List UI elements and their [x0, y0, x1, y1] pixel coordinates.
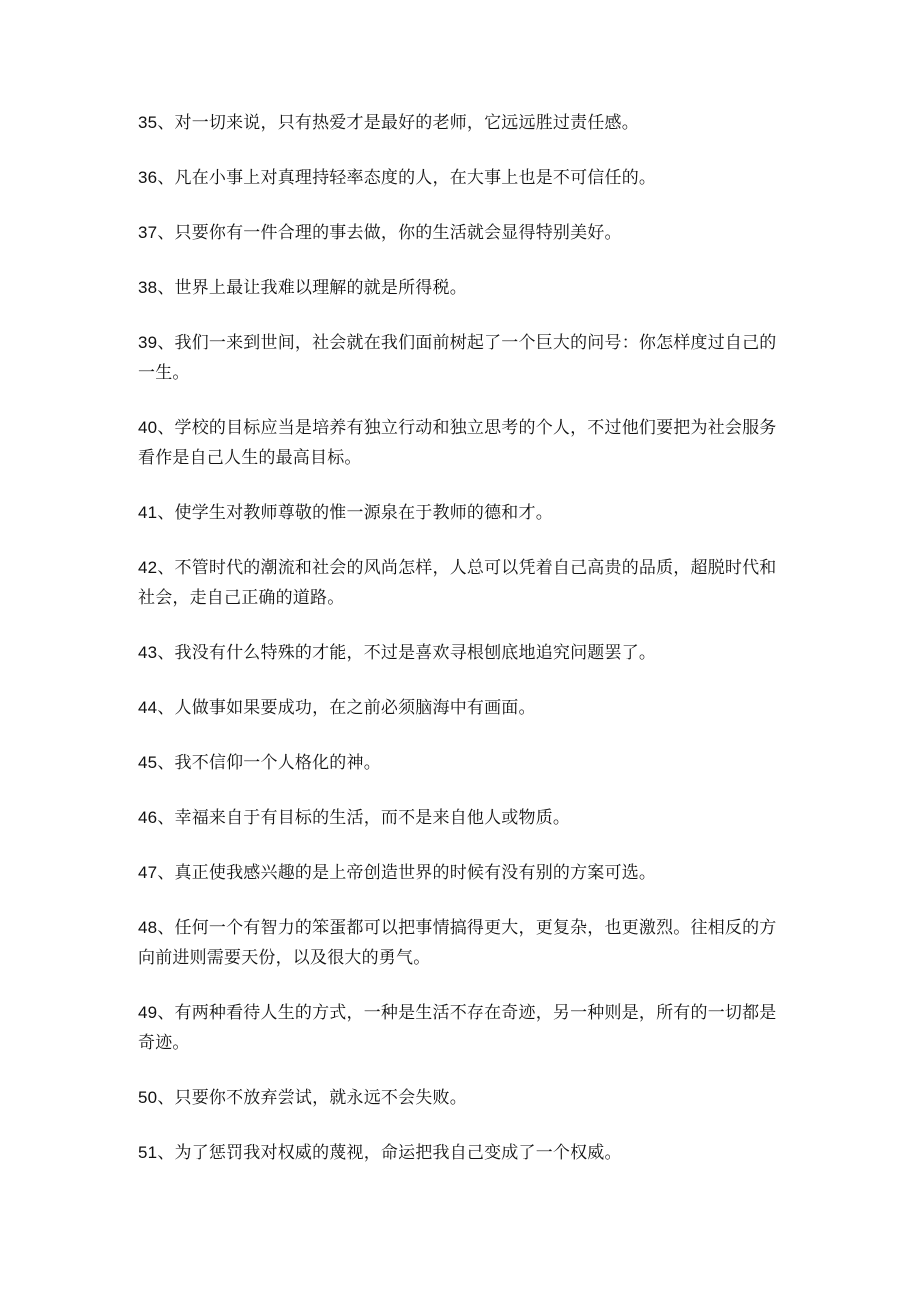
quote-text: 、我们一来到世间，社会就在我们面前树起了一个巨大的问号：你怎样度过自己的一生。 [138, 333, 777, 383]
quote-number: 48 [138, 918, 158, 937]
quote-42 [138, 553, 786, 613]
quote-35 [138, 108, 786, 138]
quote-text: 、只要你有一件合理的事去做，你的生活就会显得特别美好。 [157, 223, 622, 243]
quote-36 [138, 163, 786, 193]
quote-38 [138, 273, 786, 303]
quote-number: 42 [138, 558, 158, 577]
quote-text: 、对一切来说，只有热爱才是最好的老师，它远远胜过责任感。 [157, 113, 639, 133]
quote-51 [138, 1138, 786, 1168]
quote-text: 、我没有什么特殊的才能，不过是喜欢寻根刨底地追究问题罢了。 [157, 643, 657, 663]
quote-44 [138, 693, 786, 723]
quote-number: 36 [138, 168, 158, 187]
quote-text: 、真正使我感兴趣的是上帝创造世界的时候有没有别的方案可选。 [157, 863, 657, 883]
quote-text: 、人做事如果要成功，在之前必须脑海中有画面。 [157, 698, 536, 718]
quote-48 [138, 913, 786, 973]
quote-45 [138, 748, 786, 778]
quote-43 [138, 638, 786, 668]
quote-39 [138, 328, 786, 388]
quote-47 [138, 858, 786, 888]
quote-text: 、不管时代的潮流和社会的风尚怎样，人总可以凭着自己高贵的品质，超脱时代和社会，走自己正确的道路。 [138, 558, 777, 608]
document-page [138, 108, 786, 1193]
quote-number: 37 [138, 223, 158, 242]
quote-number: 51 [138, 1143, 158, 1162]
quote-text: 、有两种看待人生的方式，一种是生活不存在奇迹，另一种则是，所有的一切都是奇迹。 [138, 1003, 777, 1053]
quote-text: 、凡在小事上对真理持轻率态度的人，在大事上也是不可信任的。 [157, 168, 657, 188]
quote-text: 、幸福来自于有目标的生活，而不是来自他人或物质。 [157, 808, 571, 828]
quote-37 [138, 218, 786, 248]
quote-number: 40 [138, 418, 158, 437]
quote-number: 39 [138, 333, 158, 352]
quote-number: 46 [138, 808, 158, 827]
quote-number: 38 [138, 278, 158, 297]
quote-number: 41 [138, 503, 158, 522]
quote-number: 35 [138, 113, 158, 132]
quote-number: 44 [138, 698, 158, 717]
quote-50 [138, 1083, 786, 1113]
quote-text: 、使学生对教师尊敬的惟一源泉在于教师的德和才。 [157, 503, 553, 523]
quote-41 [138, 498, 786, 528]
quote-number: 43 [138, 643, 158, 662]
quote-number: 47 [138, 863, 158, 882]
quote-46 [138, 803, 786, 833]
quote-text: 、世界上最让我难以理解的就是所得税。 [157, 278, 467, 298]
quote-number: 50 [138, 1088, 158, 1107]
quote-text: 、任何一个有智力的笨蛋都可以把事情搞得更大，更复杂，也更激烈。往相反的方向前进则需要天份，以及很大的勇气。 [138, 918, 777, 968]
quote-40 [138, 413, 786, 473]
quote-text: 、为了惩罚我对权威的蔑视，命运把我自己变成了一个权威。 [157, 1143, 622, 1163]
quote-number: 49 [138, 1003, 158, 1022]
quote-49 [138, 998, 786, 1058]
quote-number: 45 [138, 753, 158, 772]
quote-text: 、我不信仰一个人格化的神。 [157, 753, 381, 773]
quote-text: 、只要你不放弃尝试，就永远不会失败。 [157, 1088, 467, 1108]
quote-text: 、学校的目标应当是培养有独立行动和独立思考的个人，不过他们要把为社会服务看作是自己人生的最高目标。 [138, 418, 777, 468]
